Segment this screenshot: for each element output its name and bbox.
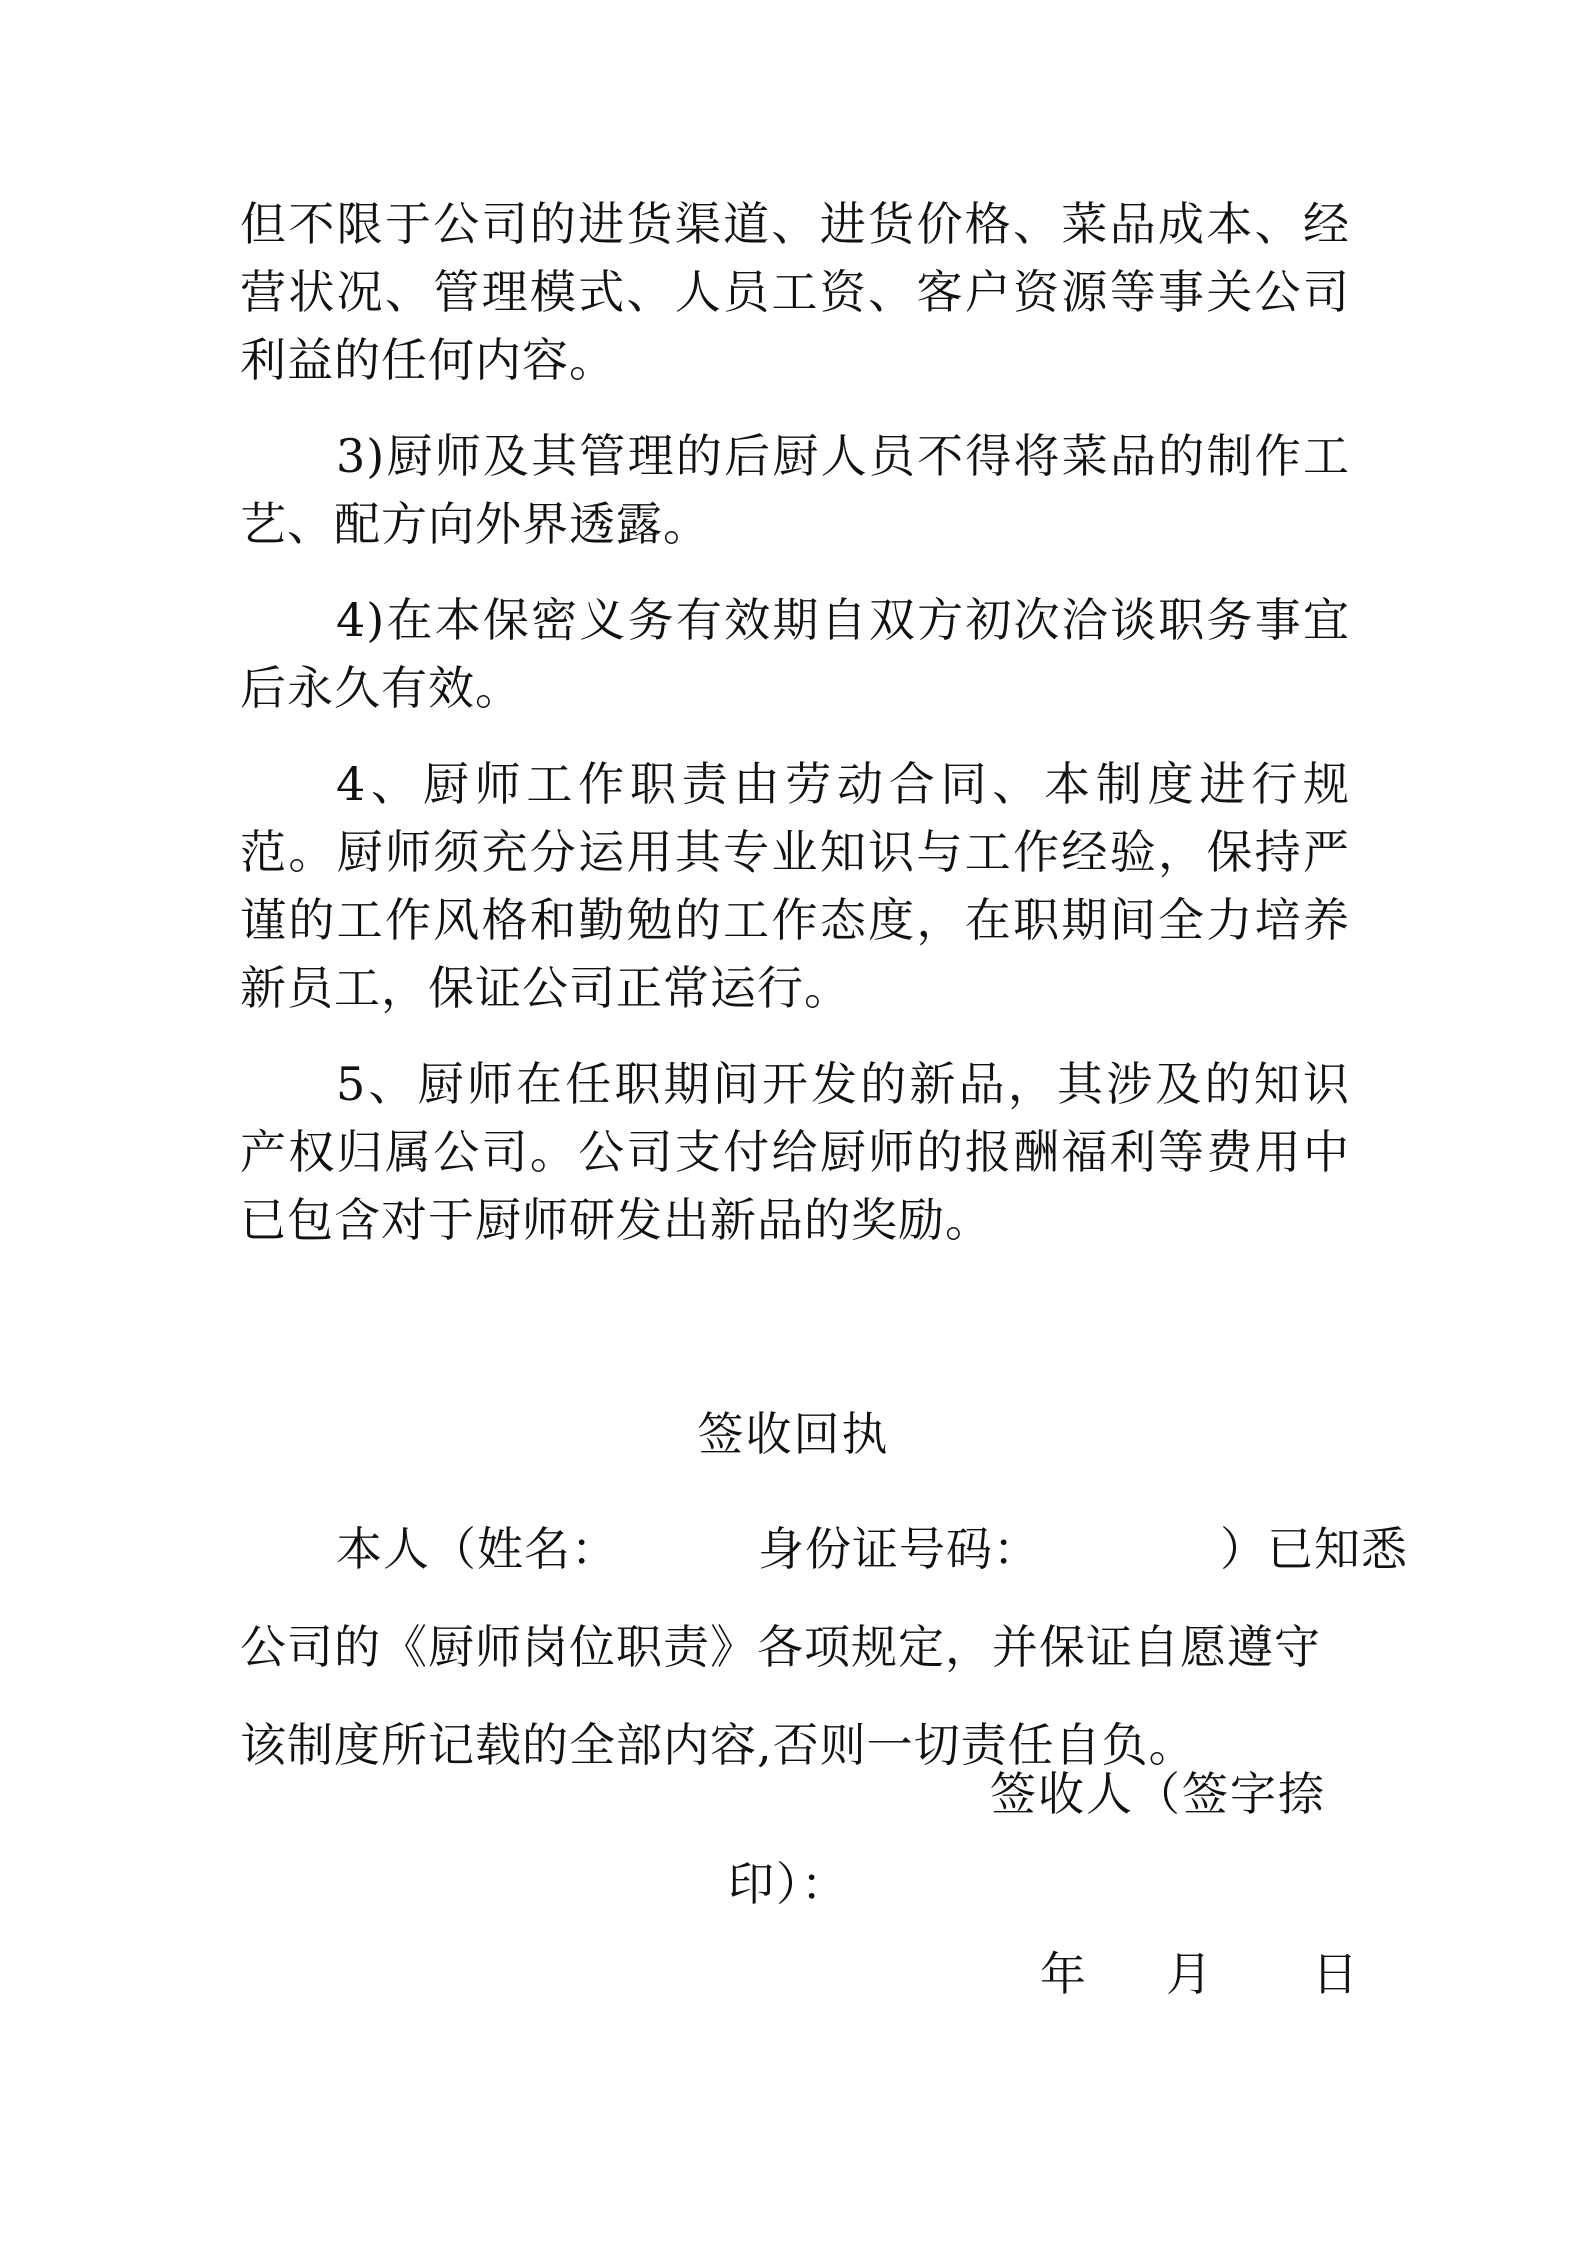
receipt-line-3: 该制度所记载的全部内容,否则一切责任自负。: [240, 1718, 1196, 1772]
date-month: 月: [1166, 1947, 1212, 2001]
receipt-line-1: [240, 1500, 1408, 1598]
acknowledge-text: ）已知悉: [1220, 1522, 1408, 1576]
receipt-line-2: 公司的《厨师岗位职责》各项规定，并保证自愿遵守: [240, 1620, 1321, 1674]
receipt-body: [240, 1500, 1408, 1794]
paragraph-2: 3)厨师及其管理的后厨人员不得将菜品的制作工艺、配方向外界透露。: [240, 429, 1350, 551]
signer-label-line-2: 印）：: [728, 1857, 849, 1911]
paragraph-3: 4)在本保密义务有效期自双方初次洽谈职务事宜后永久有效。: [240, 593, 1350, 715]
paragraph-4: 4、厨师工作职责由劳动合同、本制度进行规范。厨师须充分运用其专业知识与工作经验，保持严谨的工作风格和勤勉的工作态度，在职期间全力培养新员工，保证公司正常运行。: [240, 757, 1350, 1015]
id-label: 身份证号码：: [758, 1522, 1040, 1576]
name-label: 本人（姓名：: [336, 1522, 618, 1576]
date-day: 日: [1312, 1947, 1358, 2001]
paragraph-1: 但不限于公司的进货渠道、进货价格、菜品成本、经营状况、管理模式、人员工资、客户资源等事关公司利益的任何内容。: [240, 197, 1350, 387]
date-line: [1040, 1940, 1358, 2008]
paragraph-5: 5、厨师在任职期间开发的新品，其涉及的知识产权归属公司。公司支付给厨师的报酬福利等费用中已包含对于厨师研发出新品的奖励。: [240, 1057, 1350, 1247]
receipt-title: 签收回执: [697, 1407, 890, 1461]
date-year: 年: [1040, 1947, 1086, 2001]
body-text: [240, 190, 1350, 1282]
signer-label-line-1: 签收人（签字捺: [990, 1767, 1326, 1821]
